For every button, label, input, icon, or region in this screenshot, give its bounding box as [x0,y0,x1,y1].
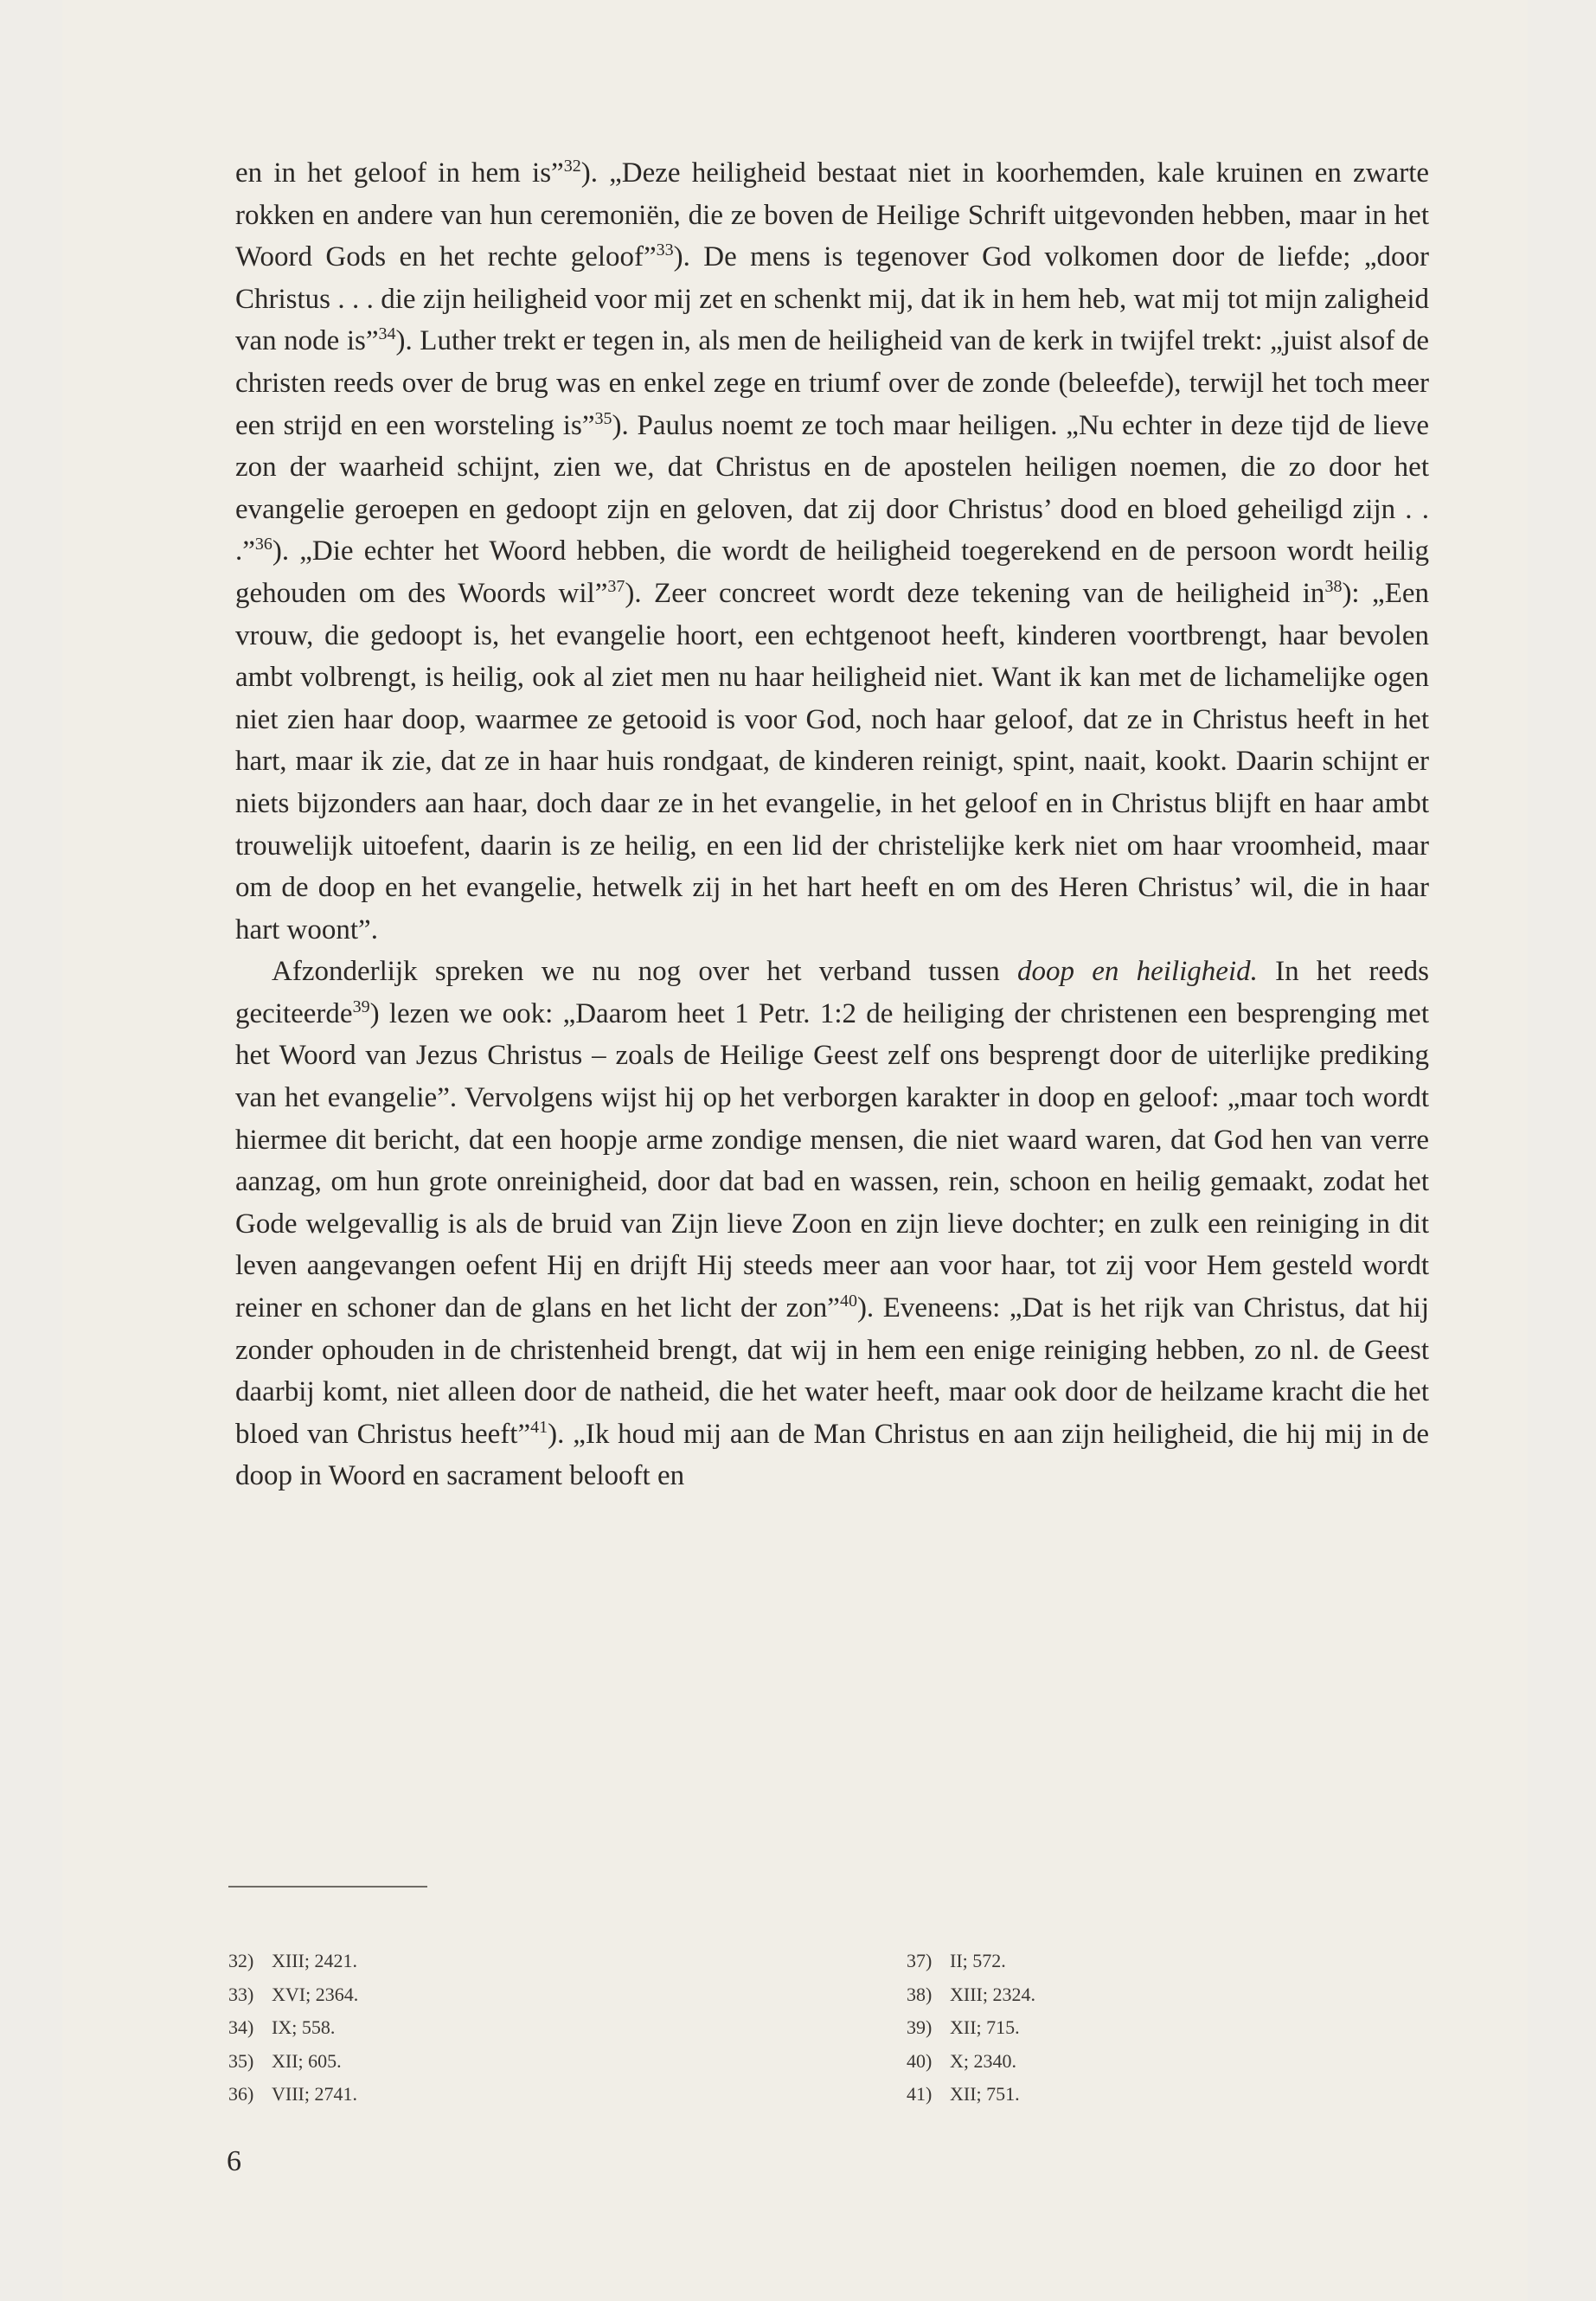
body-text [235,152,1429,1497]
footnote-reference: XVI; 2364. [272,1983,359,2005]
text-run: ). De mens is tegenover God volkomen door de liefde; „door Christus . . . die zijn heiligheid voor mij zet en schenkt mij, dat ik in hem heb, wat mij tot mijn zaligheid van node is” [235,241,1429,357]
footnote-reference: X; 2340. [950,2049,1016,2072]
footnotes-right-column [907,1945,1035,2112]
footnote [907,1978,1035,2012]
footnote [907,2011,1035,2045]
footnote-reference: VIII; 2741. [272,2083,357,2105]
footnote-reference: XII; 751. [950,2083,1020,2105]
footnote-number: 32) [228,1950,254,1971]
footnote [907,1945,1035,1978]
footnote-number: 33) [228,1983,254,2005]
footnote-reference: II; 572. [950,1950,1006,1971]
body-paragraph [235,152,1429,951]
text-run: en in het geloof in hem is” [235,157,564,189]
footnote [228,2045,358,2079]
text-run: ). Paulus noemt ze toch maar heiligen. „Nu echter in deze tijd de lieve zon der waarheid schijnt, zien we, dat Christus en de apostelen heiligen noemen, die zo door het evangelie geroepen en gedoopt zijn en geloven, dat zij door Christus’ dood en bloed geheiligd zijn . . .” [235,409,1429,567]
emphasis-text: doop en heiligheid. [1017,956,1258,988]
footnote [228,2078,358,2112]
footnote-number: 39) [907,2016,933,2038]
footnote-marker: 37 [607,576,625,596]
text-run: Afzonderlijk spreken we nu nog over het verband tussen [272,956,1018,988]
footnote-number: 38) [907,1983,933,2005]
footnote-reference: IX; 558. [272,2016,336,2038]
text-run: In het reeds geciteerde [235,956,1429,1029]
footnote-number: 37) [907,1950,933,1971]
body-paragraph [235,951,1429,1497]
footnote-marker: 35 [594,408,612,428]
footnote-reference: XIII; 2324. [950,1983,1035,2005]
footnote-number: 41) [907,2083,933,2105]
footnote-marker: 32 [563,157,581,176]
footnotes-left-column [228,1945,358,2112]
text-run: ). Zeer concreet wordt deze tekening van de heiligheid in [625,577,1325,609]
footnote-reference: XIII; 2421. [272,1950,357,1971]
text-run: ). Luther trekt er tegen in, als men de heiligheid van de kerk in twijfel trekt: „juist alsof de christen reeds over de brug was en enkel zege en triumf over de zonde (beleefde), terwijl het toch meer een strijd en een worsteling is” [235,325,1430,441]
text-run: ) lezen we ook: „Daarom heet 1 Petr. 1:2 de heiliging der christenen een besprenging met het Woord van Jezus Christus – zoals de Heilige Geest zelf ons besprengt door de uiterlijke prediking van het evangelie”. Vervolgens wijst hij op het verborgen karakter in doop en geloof: „maar toch wordt hiermee dit bericht, dat een hoopje arme zondige mensen, die niet waard waren, dat God hen van verre aanzag, om hun grote onreinigheid, door dat bad en wassen, rein, schoon en heilig gemaakt, zodat het Gode welgevallig is als de bruid van Zijn lieve Zoon en zijn lieve dochter; en zulk een reiniging in dit leven aangevangen oefent Hij en drijft Hij steeds meer aan voor haar, tot zij voor Hem gesteld wordt reiner en schoner dan de glans en het licht der zon” [235,997,1429,1324]
text-run: ). „Deze heiligheid bestaat niet in koorhemden, kale kruinen en zwarte rokken en andere van hun ceremoniën, die ze boven de Heilige Schrift uitgevonden hebben, maar in het Woord Gods en het rechte geloof” [235,157,1430,273]
footnote [228,2011,358,2045]
footnote-marker: 41 [530,1417,548,1437]
footnote-marker: 40 [839,1292,857,1311]
page-number: 6 [227,2145,241,2177]
footnote-marker: 38 [1324,576,1343,596]
footnote-number: 34) [228,2016,254,2038]
footnote-marker: 36 [254,535,272,554]
text-run: ). Eveneens: „Dat is het rijk van Christus, dat hij zonder ophouden in de christenheid brengt, dat wij in hem een enige reiniging hebben, zo nl. de Geest daarbij komt, niet alleen door de natheid, die het water heeft, maar ook door de heilzame kracht die het bloed van Christus heeft” [235,1292,1429,1450]
footnote-marker: 33 [656,240,674,260]
footnote [228,1945,358,1978]
footnote-number: 36) [228,2083,254,2105]
footnote-reference: XII; 605. [272,2049,342,2072]
footnote-rule [228,1886,427,1888]
text-run: ). „Ik houd mij aan de Man Christus en aan zijn heiligheid, die hij mij in de doop in Woord en sacrament belooft en [235,1418,1429,1492]
footnote-number: 35) [228,2049,254,2072]
footnote [228,1978,358,2012]
footnote-reference: XII; 715. [950,2016,1020,2038]
footnote-marker: 34 [378,324,396,344]
footnote-marker: 39 [352,997,370,1016]
footnote-number: 40) [907,2049,933,2072]
text-run: ): „Een vrouw, die gedoopt is, het evangelie hoort, een echtgenoot heeft, kinderen voortbrengt, haar bevolen ambt volbrengt, is heilig, ook al ziet men nu haar heiligheid niet. Want ik kan met de lichamelijke ogen niet zien haar doop, waarmee ze getooid is voor God, noch haar geloof, dat ze in Christus heeft in het hart, maar ik zie, dat ze in haar huis rondgaat, de kinderen reinigt, spint, naait, kookt. Daarin schijnt er niets bijzonders aan haar, doch daar ze in het evangelie, in het geloof en in Christus blijft en haar ambt trouwelijk uitoefent, daarin is ze heilig, en een lid der christelijke kerk niet om haar vroomheid, maar om de doop en het evangelie, hetwelk zij in het hart heeft en om des Heren Christus’ wil, die in haar hart woont”. [235,577,1430,945]
footnote [907,2078,1035,2112]
text-run: ). „Die echter het Woord hebben, die wordt de heiligheid toegerekend en de persoon wordt heilig gehouden om des Woords wil” [235,535,1429,609]
footnote [907,2045,1035,2079]
